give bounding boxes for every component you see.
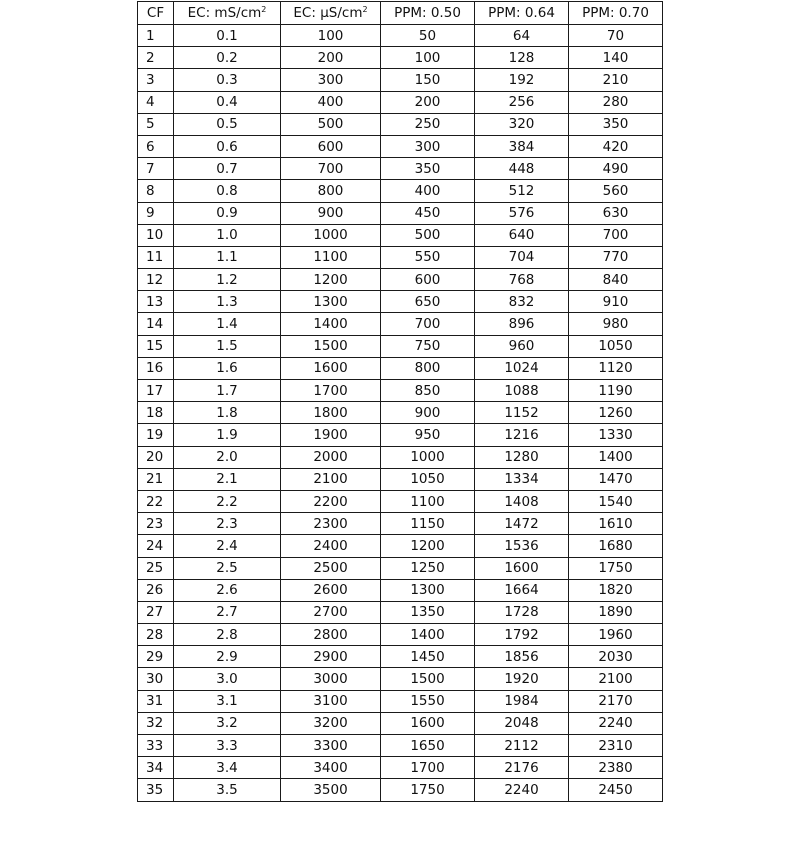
- table-row: [138, 135, 663, 157]
- ec-us-cell: 100: [281, 25, 381, 47]
- ppm-064-cell: 448: [475, 158, 569, 180]
- ppm-050-cell: 1400: [381, 624, 475, 646]
- table-body: [138, 25, 663, 802]
- ppm-064-cell: 1600: [475, 557, 569, 579]
- ec-ms-cell: 3.0: [174, 668, 281, 690]
- cf-cell: 5: [138, 113, 174, 135]
- ec-us-cell: 1900: [281, 424, 381, 446]
- ec-us-cell: 1300: [281, 291, 381, 313]
- ppm-050-cell: 950: [381, 424, 475, 446]
- table-row: [138, 180, 663, 202]
- ppm-050-cell: 900: [381, 402, 475, 424]
- ec-us-cell: 1200: [281, 269, 381, 291]
- ppm-050-cell: 1350: [381, 601, 475, 623]
- ec-ms-cell: 3.2: [174, 712, 281, 734]
- ppm-070-cell: 1120: [569, 357, 663, 379]
- ppm-070-cell: 1680: [569, 535, 663, 557]
- table-row: [138, 357, 663, 379]
- cf-cell: 7: [138, 158, 174, 180]
- ec-ms-cell: 1.6: [174, 357, 281, 379]
- cf-cell: 32: [138, 712, 174, 734]
- table-row: [138, 557, 663, 579]
- ppm-064-cell: 1216: [475, 424, 569, 446]
- table-row: [138, 468, 663, 490]
- ppm-070-cell: 2170: [569, 690, 663, 712]
- ec-ms-cell: 2.7: [174, 601, 281, 623]
- ppm-070-cell: 140: [569, 47, 663, 69]
- ec-us-cell: 300: [281, 69, 381, 91]
- ec-ms-cell: 2.3: [174, 513, 281, 535]
- ppm-070-cell: 420: [569, 135, 663, 157]
- ec-us-cell: 1100: [281, 246, 381, 268]
- ec-us-cell: 1000: [281, 224, 381, 246]
- ppm-050-cell: 1100: [381, 490, 475, 512]
- ec-ms-cell: 0.4: [174, 91, 281, 113]
- table-row: [138, 646, 663, 668]
- ppm-050-cell: 1250: [381, 557, 475, 579]
- column-header-ec-us: EC: $\mu S/cm^2$: [281, 2, 381, 25]
- cf-cell: 31: [138, 690, 174, 712]
- ec-us-cell: 600: [281, 135, 381, 157]
- ppm-070-cell: 1820: [569, 579, 663, 601]
- ppm-064-cell: 256: [475, 91, 569, 113]
- table-row: [138, 535, 663, 557]
- ec-ms-cell: 0.2: [174, 47, 281, 69]
- cf-cell: 9: [138, 202, 174, 224]
- ppm-050-cell: 50: [381, 25, 475, 47]
- ppm-070-cell: 700: [569, 224, 663, 246]
- cf-cell: 28: [138, 624, 174, 646]
- ppm-070-cell: 2240: [569, 712, 663, 734]
- table-row: [138, 47, 663, 69]
- ppm-050-cell: 150: [381, 69, 475, 91]
- ppm-070-cell: 2030: [569, 646, 663, 668]
- ppm-050-cell: 1300: [381, 579, 475, 601]
- ec-ms-cell: 1.5: [174, 335, 281, 357]
- ec-ms-cell: 2.6: [174, 579, 281, 601]
- ppm-070-cell: 630: [569, 202, 663, 224]
- table-row: [138, 446, 663, 468]
- ppm-050-cell: 850: [381, 380, 475, 402]
- ppm-070-cell: 1190: [569, 380, 663, 402]
- ec-ms-cell: 0.1: [174, 25, 281, 47]
- column-header-ppm-070: PPM: 0.70: [569, 2, 663, 25]
- ppm-050-cell: 500: [381, 224, 475, 246]
- cf-cell: 2: [138, 47, 174, 69]
- ppm-070-cell: 1470: [569, 468, 663, 490]
- ppm-050-cell: 1750: [381, 779, 475, 801]
- ppm-064-cell: 832: [475, 291, 569, 313]
- ppm-070-cell: 2310: [569, 735, 663, 757]
- ec-us-cell: 2000: [281, 446, 381, 468]
- column-header-ppm-050: PPM: 0.50: [381, 2, 475, 25]
- ec-ms-cell: 1.7: [174, 380, 281, 402]
- ppm-050-cell: 1150: [381, 513, 475, 535]
- column-header-ppm-064: PPM: 0.64: [475, 2, 569, 25]
- ppm-050-cell: 250: [381, 113, 475, 135]
- table-row: [138, 291, 663, 313]
- ppm-050-cell: 450: [381, 202, 475, 224]
- ppm-070-cell: 1890: [569, 601, 663, 623]
- ppm-064-cell: 1408: [475, 490, 569, 512]
- ec-ms-cell: 1.0: [174, 224, 281, 246]
- cf-cell: 23: [138, 513, 174, 535]
- ec-ms-cell: 1.4: [174, 313, 281, 335]
- ppm-064-cell: 64: [475, 25, 569, 47]
- ec-ms-cell: 2.1: [174, 468, 281, 490]
- ec-ms-cell: 2.9: [174, 646, 281, 668]
- ppm-064-cell: 1536: [475, 535, 569, 557]
- cf-cell: 21: [138, 468, 174, 490]
- cf-cell: 15: [138, 335, 174, 357]
- table-row: [138, 313, 663, 335]
- ppm-050-cell: 1200: [381, 535, 475, 557]
- ec-ms-cell: 0.6: [174, 135, 281, 157]
- ppm-064-cell: 2176: [475, 757, 569, 779]
- ec-ms-cell: 0.9: [174, 202, 281, 224]
- ppm-050-cell: 600: [381, 269, 475, 291]
- ppm-064-cell: 1728: [475, 601, 569, 623]
- ppm-050-cell: 1650: [381, 735, 475, 757]
- ec-ms-cell: 0.7: [174, 158, 281, 180]
- ec-us-cell: 400: [281, 91, 381, 113]
- ec-us-cell: 3400: [281, 757, 381, 779]
- ec-us-cell: 500: [281, 113, 381, 135]
- ec-ms-cell: 0.8: [174, 180, 281, 202]
- ppm-050-cell: 550: [381, 246, 475, 268]
- ec-ms-cell: 3.5: [174, 779, 281, 801]
- ppm-070-cell: 2380: [569, 757, 663, 779]
- ppm-070-cell: 1330: [569, 424, 663, 446]
- ppm-070-cell: 1540: [569, 490, 663, 512]
- ppm-064-cell: 512: [475, 180, 569, 202]
- ec-us-cell: 1600: [281, 357, 381, 379]
- ppm-070-cell: 770: [569, 246, 663, 268]
- ppm-064-cell: 1856: [475, 646, 569, 668]
- cf-cell: 18: [138, 402, 174, 424]
- ppm-070-cell: 1050: [569, 335, 663, 357]
- ppm-050-cell: 300: [381, 135, 475, 157]
- ppm-064-cell: 384: [475, 135, 569, 157]
- cf-cell: 4: [138, 91, 174, 113]
- table-row: [138, 712, 663, 734]
- ec-us-cell: 1500: [281, 335, 381, 357]
- cf-cell: 24: [138, 535, 174, 557]
- cf-cell: 13: [138, 291, 174, 313]
- table-row: [138, 91, 663, 113]
- ppm-070-cell: 350: [569, 113, 663, 135]
- cf-cell: 30: [138, 668, 174, 690]
- cf-cell: 35: [138, 779, 174, 801]
- ppm-064-cell: 128: [475, 47, 569, 69]
- ec-ms-cell: 1.3: [174, 291, 281, 313]
- ppm-050-cell: 1550: [381, 690, 475, 712]
- table-row: [138, 735, 663, 757]
- table-row: [138, 513, 663, 535]
- ec-ms-cell: 3.3: [174, 735, 281, 757]
- ppm-050-cell: 700: [381, 313, 475, 335]
- ppm-050-cell: 350: [381, 158, 475, 180]
- table-row: [138, 202, 663, 224]
- cf-cell: 33: [138, 735, 174, 757]
- ec-ms-cell: 2.5: [174, 557, 281, 579]
- table-row: [138, 579, 663, 601]
- cf-cell: 34: [138, 757, 174, 779]
- ec-us-cell: 800: [281, 180, 381, 202]
- ppm-064-cell: 1920: [475, 668, 569, 690]
- ec-us-cell: 1400: [281, 313, 381, 335]
- table-row: [138, 158, 663, 180]
- ppm-064-cell: 192: [475, 69, 569, 91]
- cf-cell: 20: [138, 446, 174, 468]
- ppm-064-cell: 2048: [475, 712, 569, 734]
- ec-us-cell: 2500: [281, 557, 381, 579]
- ec-us-cell: 2300: [281, 513, 381, 535]
- ec-us-cell: 200: [281, 47, 381, 69]
- cf-cell: 14: [138, 313, 174, 335]
- ec-ms-cell: 2.2: [174, 490, 281, 512]
- table-header-row: [138, 2, 663, 25]
- ppm-050-cell: 650: [381, 291, 475, 313]
- ec-us-cell: 700: [281, 158, 381, 180]
- table-row: [138, 269, 663, 291]
- table-row: [138, 757, 663, 779]
- ppm-070-cell: 1400: [569, 446, 663, 468]
- ppm-064-cell: 1984: [475, 690, 569, 712]
- ppm-070-cell: 2450: [569, 779, 663, 801]
- cf-cell: 19: [138, 424, 174, 446]
- ppm-070-cell: 2100: [569, 668, 663, 690]
- table-row: [138, 25, 663, 47]
- ec-us-cell: 1800: [281, 402, 381, 424]
- table-row: [138, 690, 663, 712]
- ppm-070-cell: 910: [569, 291, 663, 313]
- ec-ms-cell: 3.4: [174, 757, 281, 779]
- ppm-064-cell: 896: [475, 313, 569, 335]
- table-row: [138, 335, 663, 357]
- ec-us-cell: 3100: [281, 690, 381, 712]
- ppm-070-cell: 490: [569, 158, 663, 180]
- conversion-table: [137, 1, 663, 802]
- ec-ms-cell: 0.3: [174, 69, 281, 91]
- ppm-070-cell: 70: [569, 25, 663, 47]
- ppm-064-cell: 576: [475, 202, 569, 224]
- table-row: [138, 668, 663, 690]
- ppm-070-cell: 210: [569, 69, 663, 91]
- ppm-064-cell: 1334: [475, 468, 569, 490]
- ppm-064-cell: 640: [475, 224, 569, 246]
- cf-cell: 6: [138, 135, 174, 157]
- cf-cell: 11: [138, 246, 174, 268]
- ec-us-cell: 3000: [281, 668, 381, 690]
- ec-us-cell: 900: [281, 202, 381, 224]
- ppm-070-cell: 1260: [569, 402, 663, 424]
- ec-ms-cell: 1.2: [174, 269, 281, 291]
- ppm-064-cell: 2112: [475, 735, 569, 757]
- ppm-070-cell: 980: [569, 313, 663, 335]
- cf-cell: 27: [138, 601, 174, 623]
- ppm-050-cell: 200: [381, 91, 475, 113]
- ec-ms-cell: 1.9: [174, 424, 281, 446]
- ppm-050-cell: 400: [381, 180, 475, 202]
- ppm-064-cell: 1024: [475, 357, 569, 379]
- ppm-070-cell: 1960: [569, 624, 663, 646]
- table-row: [138, 224, 663, 246]
- cf-cell: 1: [138, 25, 174, 47]
- table-row: [138, 402, 663, 424]
- ppm-050-cell: 1600: [381, 712, 475, 734]
- cf-cell: 12: [138, 269, 174, 291]
- table-row: [138, 490, 663, 512]
- ppm-050-cell: 1500: [381, 668, 475, 690]
- ec-us-cell: 2800: [281, 624, 381, 646]
- ec-ms-cell: 3.1: [174, 690, 281, 712]
- ec-us-cell: 1700: [281, 380, 381, 402]
- ec-us-cell: 2700: [281, 601, 381, 623]
- ec-us-cell: 3500: [281, 779, 381, 801]
- cf-cell: 26: [138, 579, 174, 601]
- ppm-070-cell: 280: [569, 91, 663, 113]
- cf-cell: 10: [138, 224, 174, 246]
- ec-us-cell: 2400: [281, 535, 381, 557]
- ppm-064-cell: 1088: [475, 380, 569, 402]
- ppm-050-cell: 1700: [381, 757, 475, 779]
- ppm-050-cell: 1000: [381, 446, 475, 468]
- cf-cell: 8: [138, 180, 174, 202]
- ppm-070-cell: 840: [569, 269, 663, 291]
- ec-us-cell: 2600: [281, 579, 381, 601]
- ppm-064-cell: 1472: [475, 513, 569, 535]
- ec-us-cell: 2100: [281, 468, 381, 490]
- ec-ms-cell: 1.8: [174, 402, 281, 424]
- ppm-064-cell: 320: [475, 113, 569, 135]
- column-header-ec-ms: EC: $mS/cm^2$: [174, 2, 281, 25]
- cf-cell: 16: [138, 357, 174, 379]
- ppm-050-cell: 1450: [381, 646, 475, 668]
- table-row: [138, 380, 663, 402]
- ec-ms-cell: 1.1: [174, 246, 281, 268]
- ppm-070-cell: 1750: [569, 557, 663, 579]
- ppm-064-cell: 1152: [475, 402, 569, 424]
- table-row: [138, 69, 663, 91]
- ec-us-cell: 3300: [281, 735, 381, 757]
- ppm-050-cell: 750: [381, 335, 475, 357]
- table-row: [138, 424, 663, 446]
- cf-cell: 3: [138, 69, 174, 91]
- table-row: [138, 624, 663, 646]
- ec-us-cell: 2900: [281, 646, 381, 668]
- ppm-064-cell: 2240: [475, 779, 569, 801]
- table-row: [138, 601, 663, 623]
- cf-cell: 17: [138, 380, 174, 402]
- ec-ms-cell: 2.8: [174, 624, 281, 646]
- ec-ms-cell: 2.0: [174, 446, 281, 468]
- ppm-064-cell: 1664: [475, 579, 569, 601]
- cf-cell: 22: [138, 490, 174, 512]
- ppm-050-cell: 800: [381, 357, 475, 379]
- ec-ms-cell: 0.5: [174, 113, 281, 135]
- table-row: [138, 779, 663, 801]
- table-row: [138, 246, 663, 268]
- cf-cell: 29: [138, 646, 174, 668]
- ppm-064-cell: 768: [475, 269, 569, 291]
- ec-us-cell: 3200: [281, 712, 381, 734]
- ec-ms-cell: 2.4: [174, 535, 281, 557]
- ppm-064-cell: 1792: [475, 624, 569, 646]
- ppm-064-cell: 704: [475, 246, 569, 268]
- ppm-050-cell: 100: [381, 47, 475, 69]
- ppm-064-cell: 1280: [475, 446, 569, 468]
- column-header-cf: CF: [138, 2, 174, 25]
- ppm-050-cell: 1050: [381, 468, 475, 490]
- ppm-070-cell: 560: [569, 180, 663, 202]
- table-row: [138, 113, 663, 135]
- ppm-064-cell: 960: [475, 335, 569, 357]
- ec-us-cell: 2200: [281, 490, 381, 512]
- cf-cell: 25: [138, 557, 174, 579]
- ppm-070-cell: 1610: [569, 513, 663, 535]
